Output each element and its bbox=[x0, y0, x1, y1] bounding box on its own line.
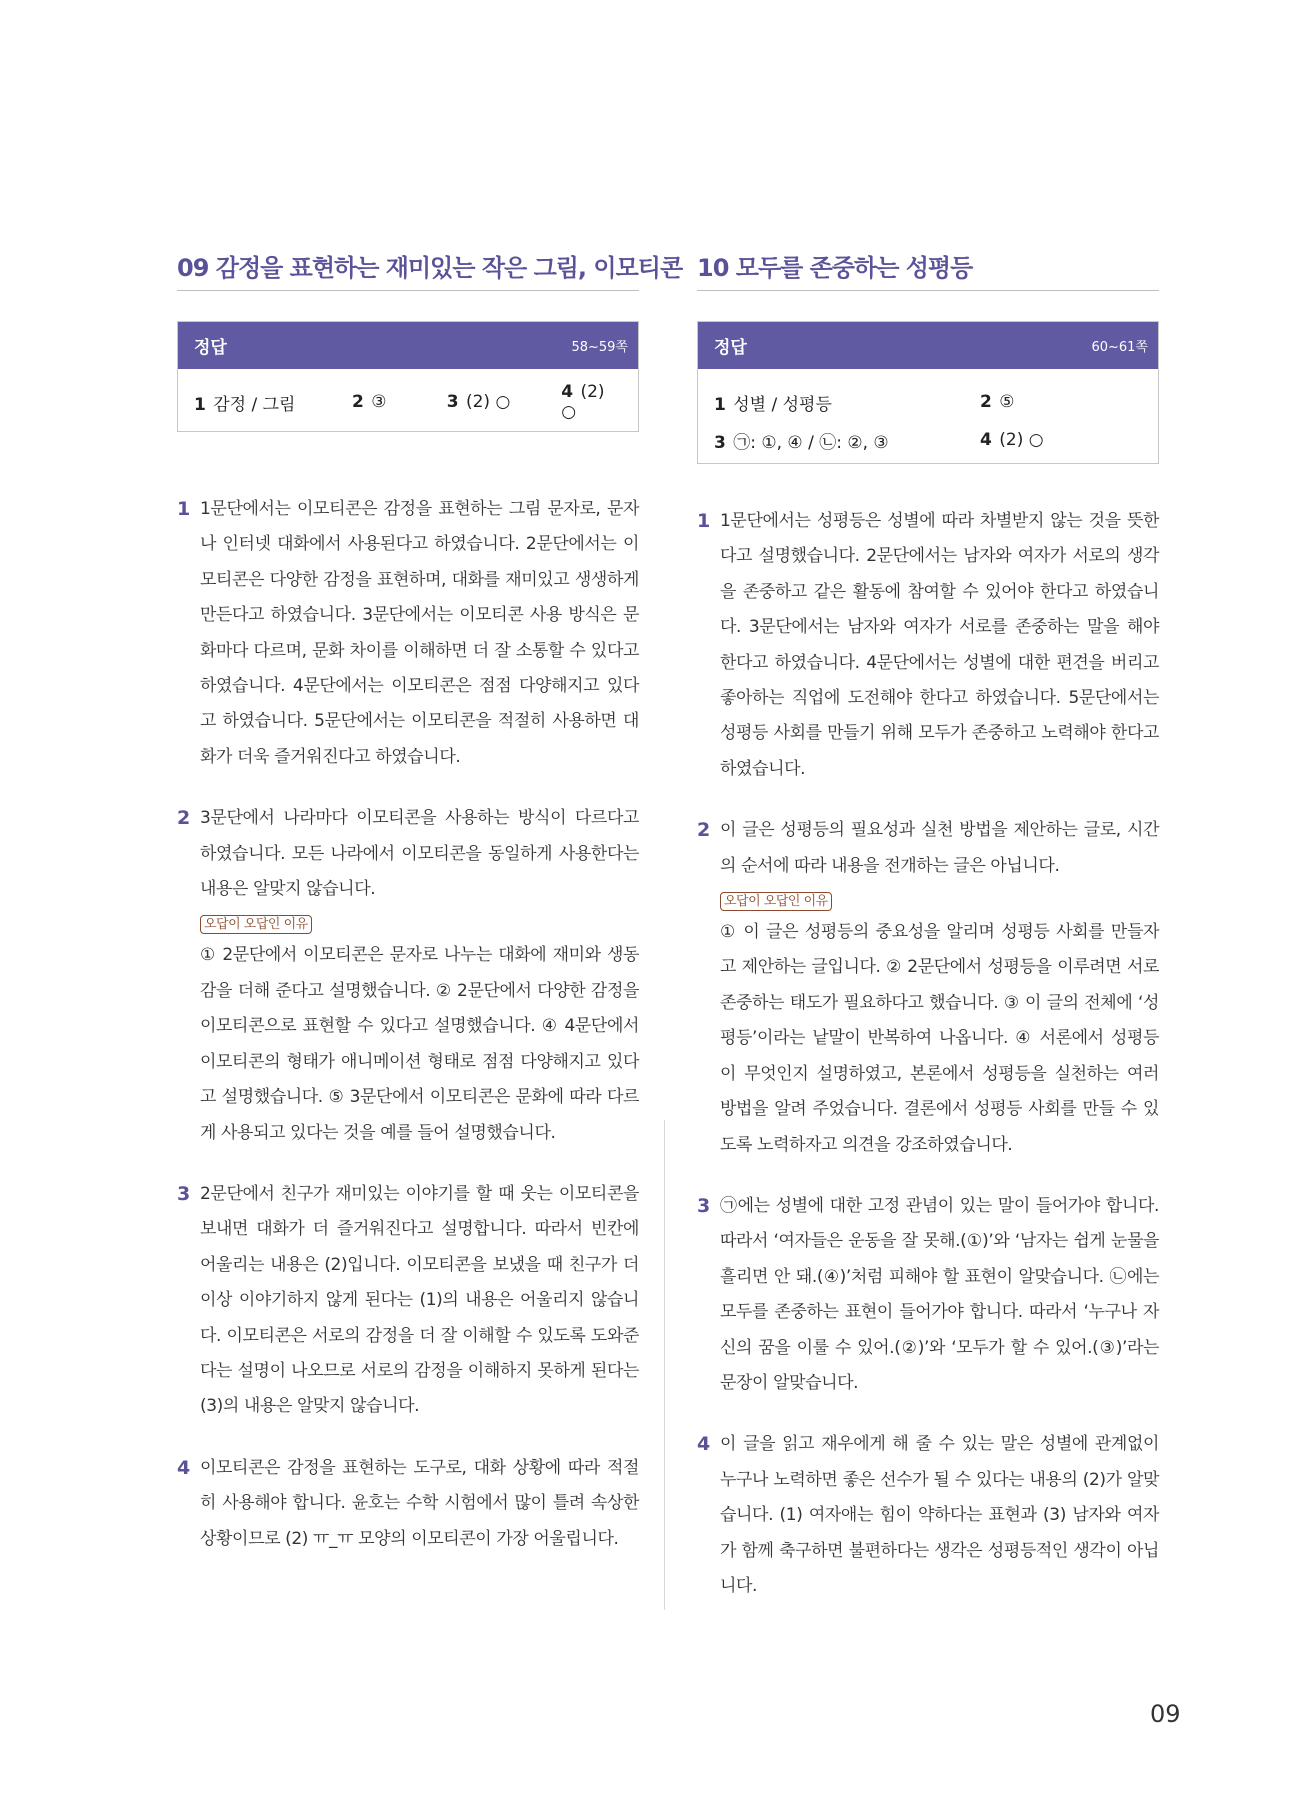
section-title-10: 10 모두를 존중하는 성평등 bbox=[697, 248, 1159, 291]
item-text: 이모티콘은 감정을 표현하는 도구로, 대화 상황에 따라 적절히 사용해야 합니다. 윤호는 수학 시험에서 많이 틀려 속상한 상황이므로 (2) ㅠ_ㅠ 모양의 이모티콘이 가장 어울립니다. bbox=[200, 1457, 639, 1549]
section-title-09: 09 감정을 표현하는 재미있는 작은 그림, 이모티콘 bbox=[177, 248, 639, 291]
answer-item: 4 (2) ○ bbox=[561, 382, 605, 422]
answer-box-09 bbox=[177, 321, 639, 432]
answer-row bbox=[714, 421, 1144, 459]
item-number: 2 bbox=[697, 819, 711, 842]
right-column bbox=[697, 248, 1159, 1604]
item-number: 3 bbox=[177, 1182, 191, 1205]
answer-item: 4 (2) ○ bbox=[980, 430, 1044, 450]
answer-item: 2 ⑤ bbox=[980, 392, 1015, 412]
item-number: 4 bbox=[697, 1433, 711, 1456]
explanation-item bbox=[177, 801, 639, 1151]
answer-header bbox=[178, 322, 638, 369]
explanation-item bbox=[697, 813, 1159, 1163]
item-text: ㉠에는 성별에 대한 고정 관념이 있는 말이 들어가야 합니다. 따라서 ‘여자들은 운동을 잘 못해.(①)’와 ‘남자는 쉽게 눈물을 흘리면 안 돼.(④)’처럼 피해야 할 표현이 알맞습니다. ㉡에는 모두를 존중하는 표현이 들어가야 합니다. 따라서 ‘누구나 자신의 꿈을 이룰 수 있어.(②)’와 ‘모두가 할 수 있어.(③)’라는 문장이 알맞습니다. bbox=[720, 1195, 1159, 1393]
answer-item: 1 감정 / 그림 bbox=[194, 394, 296, 415]
explanation-item bbox=[697, 1427, 1159, 1604]
item-text: 이 글은 성평등의 필요성과 실천 방법을 제안하는 글로, 시간의 순서에 따라 내용을 전개하는 글은 아닙니다. bbox=[720, 820, 1159, 876]
explanation-item bbox=[697, 1189, 1159, 1401]
left-column bbox=[177, 248, 683, 1557]
wrong-answer-text: ① 2문단에서 이모티콘은 문자로 나누는 대화에 재미와 생동감을 더해 준다고 설명했습니다. ② 2문단에서 다양한 감정을 이모티콘으로 표현할 수 있다고 설명했습니다. ④ 4문단에서 이모티콘의 형태가 애니메이션 형태로 점점 다양해지고 있다고 설명했습니다. ⑤ 3문단에서 이모티콘은 문화에 따라 다르게 사용되고 있다는 것을 예를 들어 설명했습니다. bbox=[200, 945, 639, 1143]
explanation-item bbox=[177, 492, 639, 775]
item-text: 1문단에서는 성평등은 성별에 따라 차별받지 않는 것을 뜻한다고 설명했습니다. 2문단에서는 남자와 여자가 서로의 생각을 존중하고 같은 활동에 참여할 수 있어야 한다고 하였습니다. 3문단에서는 남자와 여자가 서로를 존중하는 말을 해야 한다고 하였습니다. 4문단에서는 성별에 대한 편견을 버리고 좋아하는 직업에 도전해야 한다고 하였습니다. 5문단에서는 성평등 사회를 만들기 위해 모두가 존중하고 노력해야 한다고 하였습니다. bbox=[720, 511, 1159, 779]
item-number: 4 bbox=[177, 1456, 191, 1479]
answer-row bbox=[194, 383, 624, 421]
item-text: 2문단에서 친구가 재미있는 이야기를 할 때 웃는 이모티콘을 보내면 대화가 더 즐거워진다고 설명합니다. 따라서 빈칸에 어울리는 내용은 (2)입니다. 이모티콘을 보냈을 때 친구가 더 이상 이야기하지 않게 된다는 (1)의 내용은 어울리지 않습니다. 이모티콘은 서로의 감정을 더 잘 이해할 수 있도록 도와준다는 설명이 나오므로 서로의 감정을 이해하지 못하게 된다는 (3)의 내용은 알맞지 않습니다. bbox=[200, 1183, 639, 1417]
item-number: 1 bbox=[177, 498, 191, 520]
item-text: 1문단에서는 이모티콘은 감정을 표현하는 그림 문자로, 문자나 인터넷 대화에서 사용된다고 하였습니다. 2문단에서는 이모티콘은 다양한 감정을 표현하며, 대화를 재미있고 생생하게 만든다고 하였습니다. 3문단에서는 이모티콘 사용 방식은 문화마다 다르며, 문화 차이를 이해하면 더 잘 소통할 수 있다고 하였습니다. 4문단에서는 이모티콘은 점점 다양해지고 있다고 하였습니다. 5문단에서는 이모티콘을 적절히 사용하면 대화가 더욱 즐거워진다고 하였습니다. bbox=[200, 499, 639, 767]
item-text: 3문단에서 나라마다 이모티콘을 사용하는 방식이 다르다고 하였습니다. 모든 나라에서 이모티콘을 동일하게 사용한다는 내용은 알맞지 않습니다. bbox=[200, 808, 639, 900]
answer-label: 정답 bbox=[714, 338, 747, 358]
answer-body bbox=[698, 369, 1158, 463]
answer-row bbox=[714, 383, 1144, 421]
page-number: 09 bbox=[1150, 1700, 1181, 1728]
item-number: 2 bbox=[177, 807, 191, 830]
column-divider bbox=[664, 1120, 665, 1610]
answer-header bbox=[698, 322, 1158, 369]
item-number: 1 bbox=[697, 510, 711, 532]
wrong-answer-tag: 오답이 오답인 이유 bbox=[200, 915, 312, 934]
answer-item: 3 (2) ○ bbox=[446, 392, 511, 412]
answer-pages: 58~59쪽 bbox=[571, 340, 628, 355]
answer-item: 2 ③ bbox=[351, 392, 387, 412]
wrong-answer-text: ① 이 글은 성평등의 중요성을 알리며 성평등 사회를 만들자고 제안하는 글입니다. ② 2문단에서 성평등을 이루려면 서로 존중하는 태도가 필요하다고 했습니다. ③ 이 글의 전체에 ‘성평등’이라는 낱말이 반복하여 나옵니다. ④ 서론에서 성평등이 무엇인지 설명하였고, 본론에서 성평등을 실천하는 여러 방법을 알려 주었습니다. 결론에서 성평등 사회를 만들 수 있도록 노력하자고 의견을 강조하였습니다. bbox=[720, 922, 1159, 1155]
explanation-item bbox=[177, 1177, 639, 1425]
answer-pages: 60~61쪽 bbox=[1091, 340, 1148, 355]
answer-body bbox=[178, 369, 638, 431]
item-text: 이 글을 읽고 재우에게 해 줄 수 있는 말은 성별에 관계없이 누구나 노력하면 좋은 선수가 될 수 있다는 내용의 (2)가 알맞습니다. (1) 여자애는 힘이 약하다는 표현과 (3) 남자와 여자가 함께 축구하면 불편하다는 생각은 성평등적인 생각이 아닙니다. bbox=[720, 1434, 1159, 1596]
wrong-answer-tag: 오답이 오답인 이유 bbox=[720, 892, 832, 911]
answer-item: 3 ㉠: ①, ④ / ㉡: ②, ③ bbox=[714, 432, 889, 453]
explanation-item bbox=[177, 1451, 639, 1557]
answer-label: 정답 bbox=[194, 338, 227, 358]
item-number: 3 bbox=[697, 1194, 711, 1217]
explanation-item bbox=[697, 504, 1159, 787]
answer-box-10 bbox=[697, 321, 1159, 464]
answer-item: 1 성별 / 성평등 bbox=[714, 394, 832, 415]
